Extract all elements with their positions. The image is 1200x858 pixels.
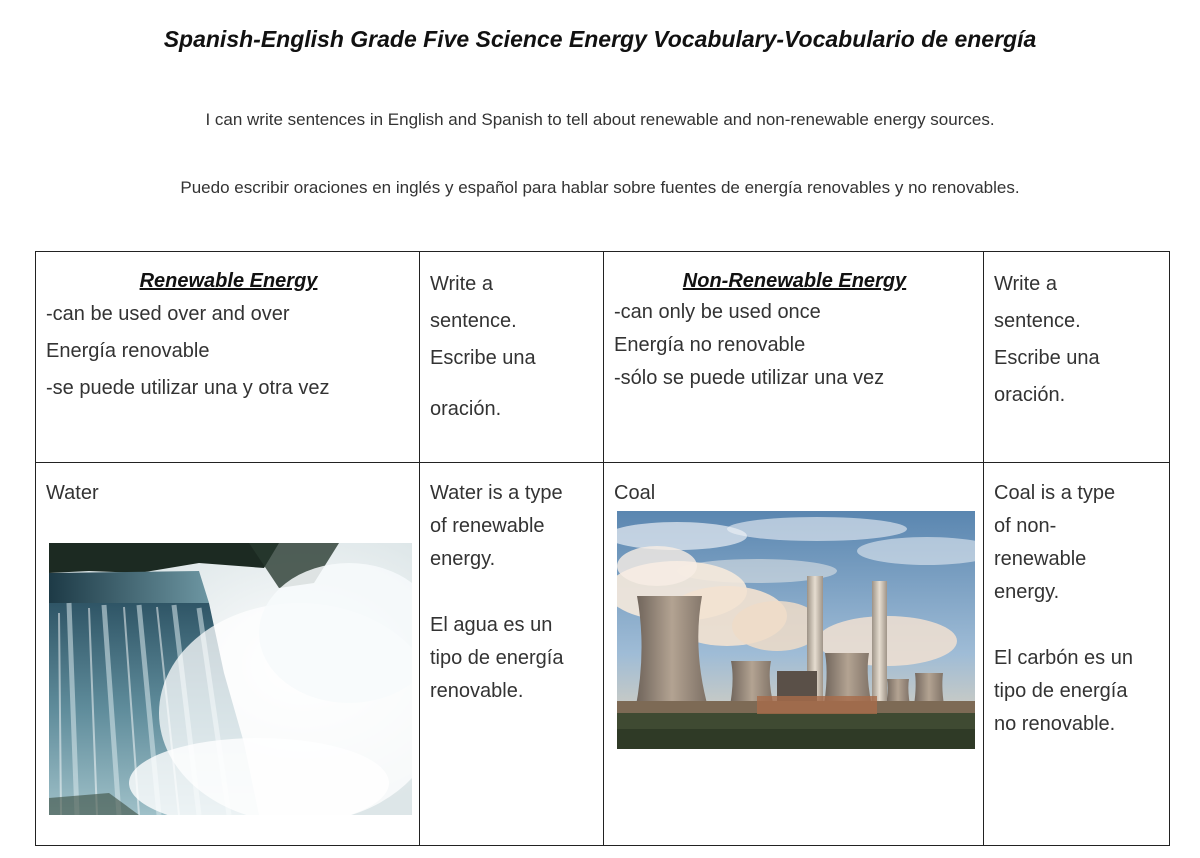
write-prompt-line: Escribe una [430,347,536,369]
nonrenewable-definition-es: -sólo se puede utilizar una vez [614,367,885,389]
coal-sentence-en-line: of non- [994,515,1057,537]
water-cell [36,463,420,846]
write-prompt-line: oración. [430,398,502,420]
coal-sentence-es-line: no renovable. [994,713,1116,735]
nonrenewable-header-cell [604,252,984,463]
coal-sentence-cell [984,463,1170,846]
coal-sentence-es-line: tipo de energía [994,680,1128,702]
renewable-term-es: Energía renovable [46,340,210,362]
objective-spanish: Puedo escribir oraciones en inglés y español para hablar sobre fuentes de energía renovables y no renovables. [180,178,1020,197]
water-sentence-cell [420,463,604,846]
nonrenewable-term-es: Energía no renovable [614,334,806,356]
write-prompt-cell-2 [984,252,1170,463]
water-sentence-en-line: Water is a type [430,482,563,504]
renewable-heading: Renewable Energy [139,270,318,292]
vocabulary-table [35,251,1170,846]
water-sentence-en-line: of renewable [430,515,545,537]
renewable-definition-en: -can be used over and over [46,303,290,325]
write-prompt-line: Write a [430,273,493,295]
coal-sentence-en-line: renewable [994,548,1087,570]
write-prompt-line: sentence. [994,310,1081,332]
nonrenewable-definition-en: -can only be used once [614,301,821,323]
water-sentence-es-line: renovable. [430,680,524,702]
power-plant-photo-icon [617,511,975,749]
water-sentence-es-line: tipo de energía [430,647,564,669]
write-prompt-line: Escribe una [994,347,1100,369]
renewable-header-cell [36,252,420,463]
nonrenewable-heading: Non-Renewable Energy [682,270,907,292]
water-sentence-en-line: energy. [430,548,496,570]
page-title: Spanish-English Grade Five Science Energy Vocabulary-Vocabulario de energía [163,26,1037,52]
write-prompt-line: Write a [994,273,1057,295]
coal-cell [604,463,984,846]
water-sentence-es-line: El agua es un [430,614,553,636]
waterfall-photo-icon [49,543,412,815]
write-prompt-line: sentence. [430,310,517,332]
table-header-row [36,252,1170,463]
write-prompt-cell-1 [420,252,604,463]
objective-english: I can write sentences in English and Spanish to tell about renewable and non-renewable energy sources. [205,110,995,129]
coal-sentence-es-line: El carbón es un [994,647,1133,669]
renewable-definition-es: -se puede utilizar una y otra vez [46,377,330,399]
coal-sentence-en-line: Coal is a type [994,482,1116,504]
table-row [36,463,1170,846]
water-label: Water [46,482,99,504]
coal-sentence-en-line: energy. [994,581,1060,603]
write-prompt-line: oración. [994,384,1066,406]
coal-label: Coal [614,482,656,504]
